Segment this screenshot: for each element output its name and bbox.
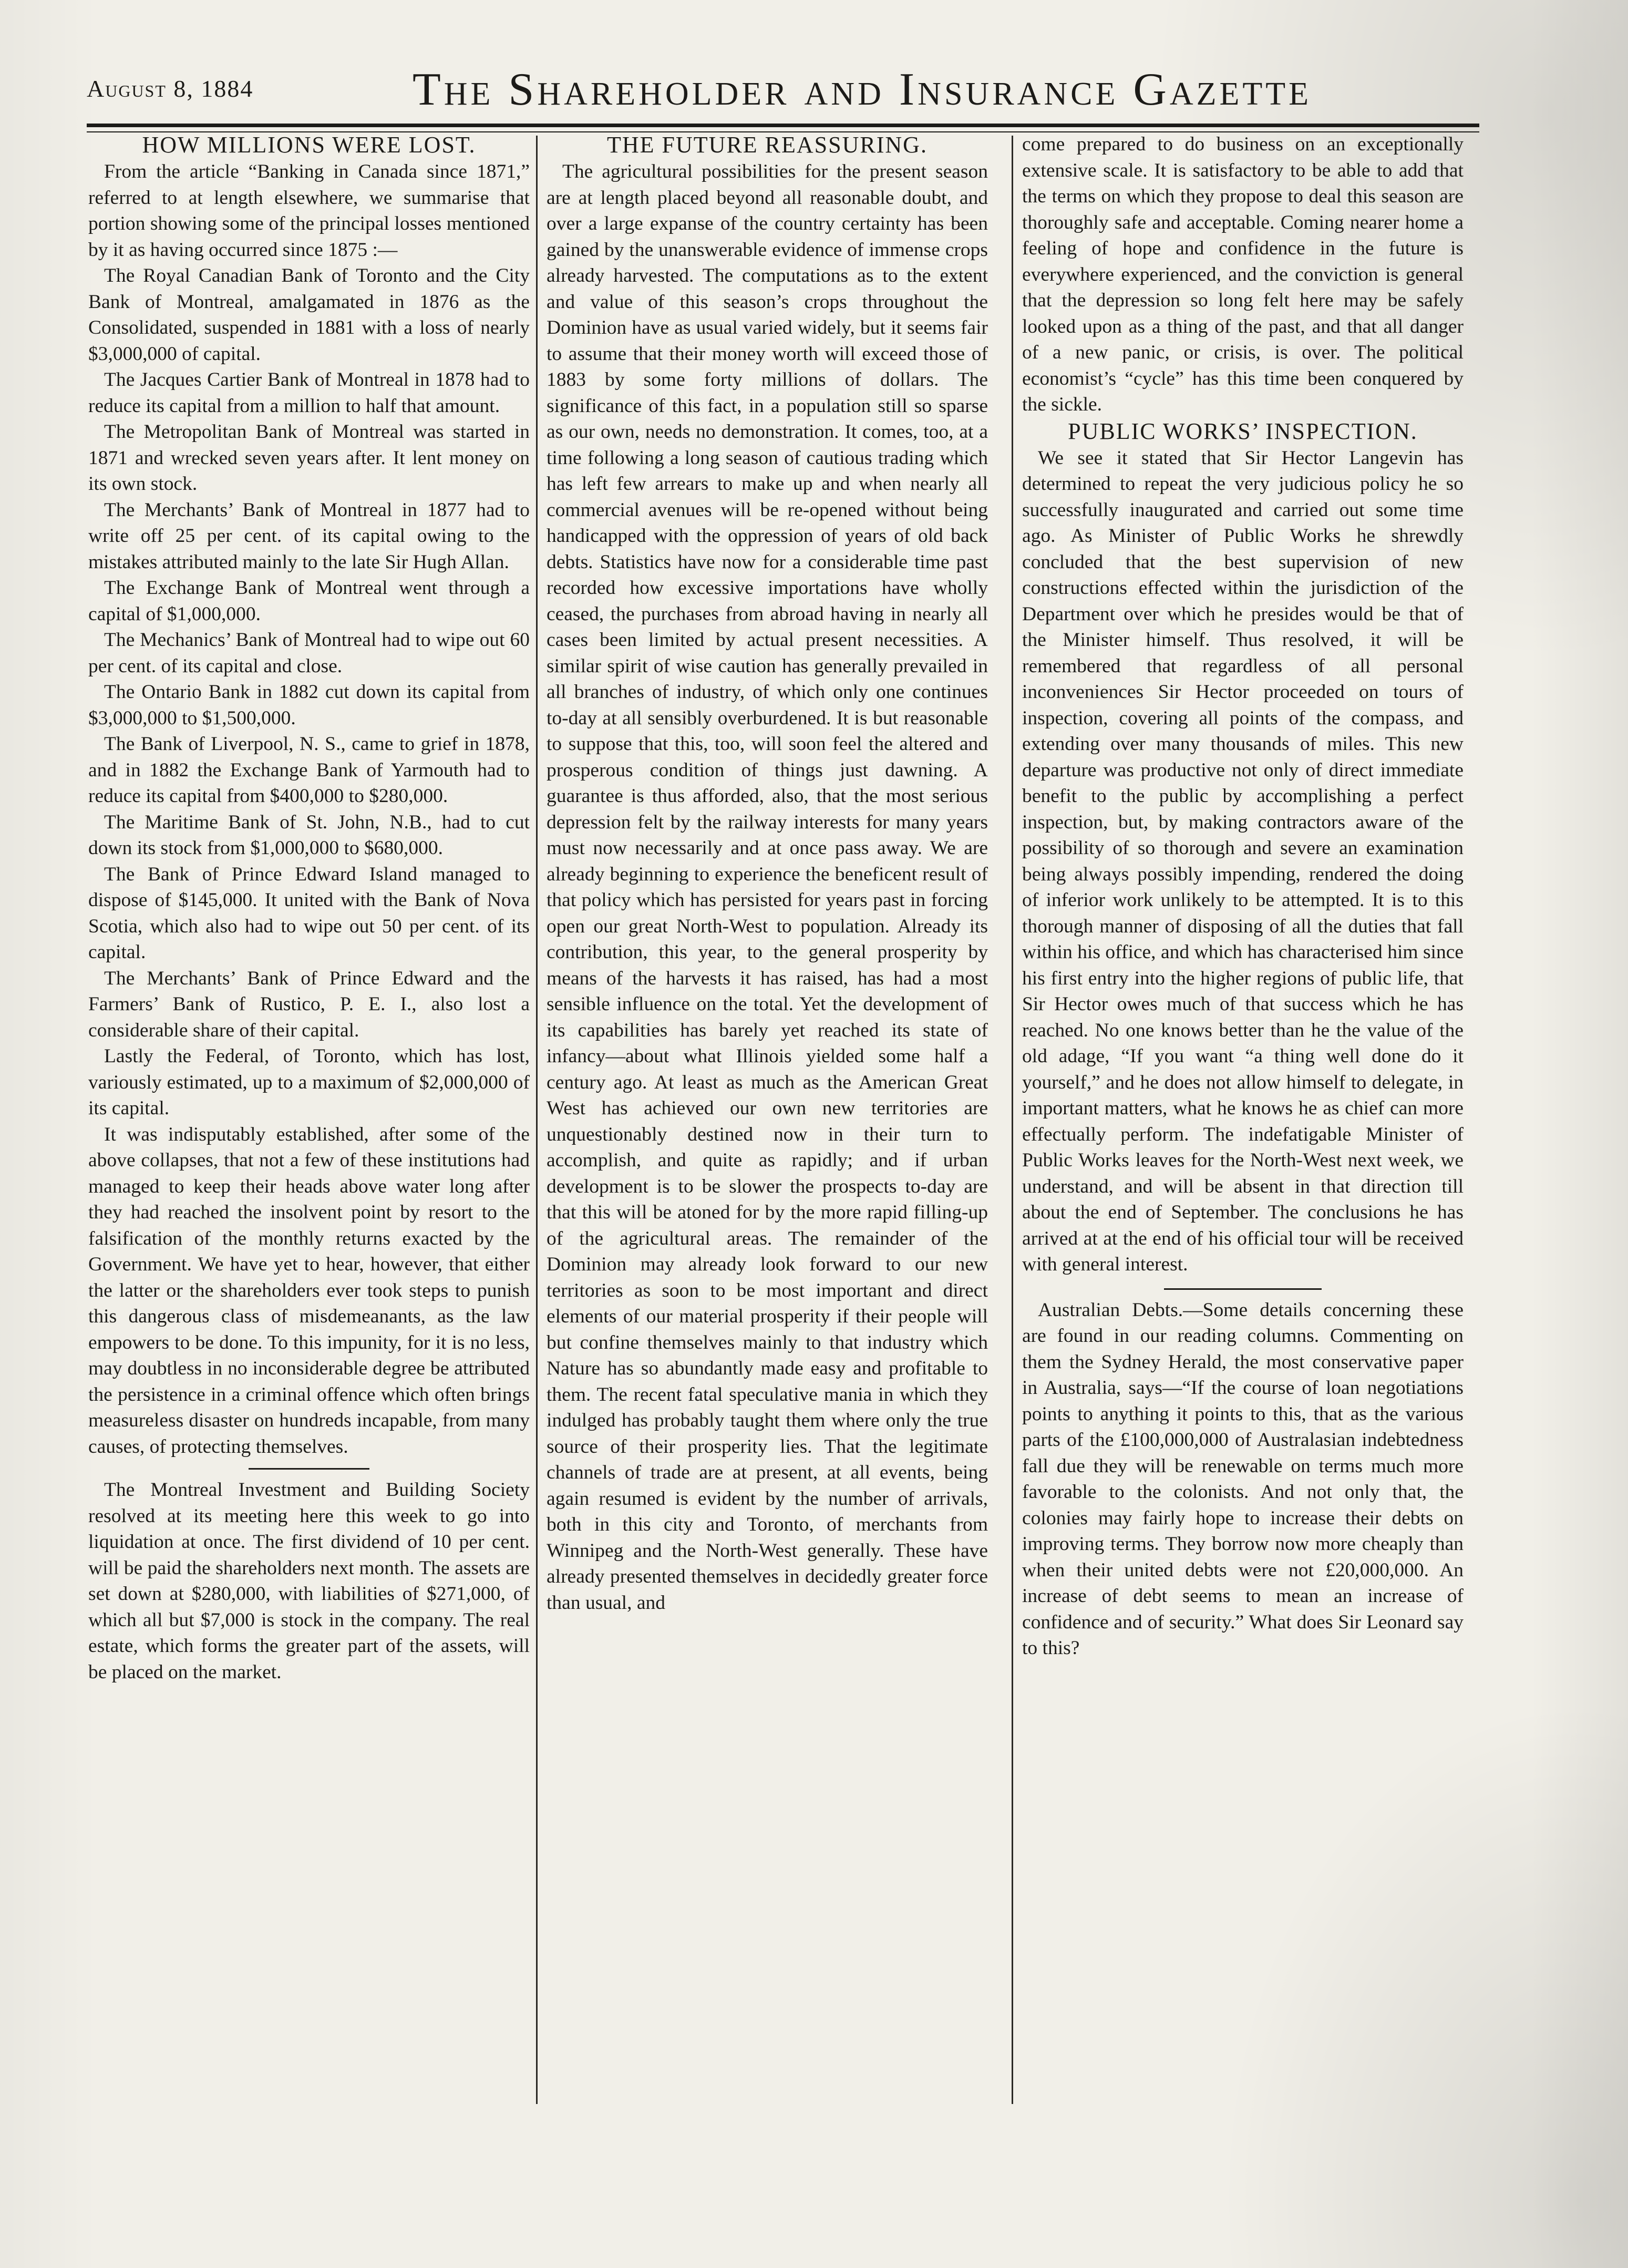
section-separator — [249, 1468, 369, 1470]
article-paragraph: The Bank of Prince Edward Island managed to dispose of $145,000. It united with the Bank of Nova Scotia, which also had to wipe out 50 per cent. of its capital. — [88, 863, 530, 963]
news-note: The Montreal Investment and Building Society resolved at its meeting here this week to go into liquidation at once. The first dividend of 10 per cent. will be paid the shareholders next month. The assets are set down at $280,000, with liabilities of $271,000, of which all but $7,000 is stock in the company. The real estate, which forms the greater part of the assets, will be placed on the market. — [88, 1479, 530, 1683]
column-2 — [547, 131, 988, 1616]
article-paragraph: The Jacques Cartier Bank of Montreal in 1878 had to reduce its capital from a million to half that amount. — [88, 369, 530, 417]
article-paragraph: The Royal Canadian Bank of Toronto and the City Bank of Montreal, amalgamated in 1876 as the Consolidated, suspended in 1881 with a loss of nearly $3,000,000 of capital. — [88, 265, 530, 365]
article-paragraph: We see it stated that Sir Hector Langevin has determined to repeat the very judicious policy he so successfully inaugurated and carried out some time ago. As Minister of Public Works he shrewdly concluded that the best supervision of new constructions effected within the jurisdiction of the Department over which he presides would be that of the Minister himself. Thus resolved, it will be remembered that regardless of all personal inconveniences Sir Hector proceeded on tours of inspection, covering all points of the compass, and extending over many thousands of miles. This new departure was productive not only of direct immediate benefit to the public by accomplishing a perfect inspection, but, by making contractors aware of the possibility of so thorough and severe an examination being always possibly impending, rendered the doing of inferior work unlikely to be attempted. It is to this thorough manner of disposing of all the duties that fall within his office, and which has characterised him since his first entry into the higher regions of public life, that Sir Hector owes much of that success which he has reached. No one knows better than he the value of the old adage, “If you want “a thing well done do it yourself,” and he does not allow himself to delegate, in important matters, what he knows he as chief can more effectually perform. The indefatigable Minister of Public Works leaves for the North-West next week, we understand, and will be absent in that direction till about the end of September. The conclusions he has arrived at at the end of his official tour will be received with general interest. — [1022, 447, 1464, 1275]
issue-date: August 8, 1884 — [87, 75, 254, 102]
column-rule — [536, 136, 538, 2104]
column-3 — [1022, 131, 1464, 1661]
article-paragraph: The Merchants’ Bank of Montreal in 1877 had to write off 25 per cent. of its capital owing to the mistakes attributed mainly to the late Sir Hugh Allan. — [88, 499, 530, 573]
section-separator — [1164, 1288, 1322, 1290]
column-rule — [1012, 136, 1013, 2104]
article-paragraph: Lastly the Federal, of Toronto, which has lost, variously estimated, up to a maximum of $2,000,000 of its capital. — [88, 1045, 530, 1119]
news-note: Australian Debts.—Some details concerning these are found in our reading columns. Commenting on them the Sydney Herald, the most conservative paper in Australia, says—“If the course of loan negotiations points to anything it points to this, that as the various parts of the £100,000,000 of Australasian indebtedness fall due they will be renewable on terms much more favorable to the colonists. And not only that, the colonies may fairly hope to increase their debts on improving terms. They borrow now more cheaply than when their united debts were not £20,000,000. An increase of debt seems to mean an increase of confidence and of security.” What does Sir Leonard say to this? — [1022, 1299, 1464, 1659]
article-continuation: come prepared to do business on an exceptionally extensive scale. It is satisfactory to be able to add that the terms on which they propose to deal this season are thoroughly safe and acceptable. Coming nearer home a feeling of hope and confidence in the future is everywhere experienced, and the conviction is general that the depression so long felt here may be safely looked upon as a thing of the past, and that all danger of a new panic, or crisis, is over. The political economist’s “cycle” has this time been conquered by the sickle. — [1022, 134, 1464, 415]
article-paragraph: The Exchange Bank of Montreal went through a capital of $1,000,000. — [88, 577, 530, 625]
article-paragraph: The Metropolitan Bank of Montreal was started in 1871 and wrecked seven years after. It lent money on its own stock. — [88, 421, 530, 495]
article-heading: HOW MILLIONS WERE LOST. — [142, 132, 476, 158]
masthead-rule — [87, 124, 1479, 127]
newspaper-title: The Shareholder and Insurance Gazette — [413, 64, 1312, 115]
article-paragraph: The Merchants’ Bank of Prince Edward and the Farmers’ Bank of Rustico, P. E. I., also lost a considerable share of their capital. — [88, 967, 530, 1041]
article-paragraph: The agricultural possibilities for the present season are at length placed beyond all reasonable doubt, and over a large expanse of the country certainty has been gained by the unanswerable evidence of immense crops already harvested. The computations as to the extent and value of this season’s crops throughout the Dominion have as usual varied widely, but it seems fair to assume that their money worth will exceed those of 1883 by some forty millions of dollars. The significance of this fact, in a population still so sparse as our own, needs no demonstration. It comes, too, at a time following a long season of cautious trading which has left few arrears to make up and when nearly all commercial avenues will be re-opened without being handicapped with the oppression of years of old back debts. Statistics have now for a considerable time past recorded how excessive importations have wholly ceased, the purchases from abroad having in nearly all cases been limited by actual present necessities. A similar spirit of wise caution has generally prevailed in all branches of industry, of which only one continues to-day at all sensibly overburdened. It is but reasonable to suppose that this, too, will soon feel the altered and prosperous condition of things just dawning. A guarantee is thus afforded, also, that the most serious depression felt by the railway interests for many years must now necessarily and at once pass away. We are already beginning to experience the beneficent result of that policy which has persisted for years past in forcing open our great North-West to population. Already its contribution, this year, to the general prosperity by means of the harvests it has raised, has had a most sensible influence on the total. Yet the development of its capabilities has barely yet reached its state of infancy—about what Illinois yielded some half a century ago. At least as much as the American Great West has achieved our own new territories are unquestionably destined now in their turn to accomplish, and quite as rapidly; and if urban development is to be slower the prospects to-day are that this will be atoned for by the more rapid filling-up of the agricultural areas. The remainder of the Dominion may already look forward to our new territories as soon to be most important and direct elements of our material prosperity if their people will but confine themselves mainly to that industry which Nature has so abundantly made easy and profitable to them. The recent fatal speculative mania in which they indulged has probably taught them where only the true source of their prosperity lies. That the legitimate channels of trade are at present, at all events, being again resumed is evident by the number of arrivals, both in this city and Toronto, of merchants from Winnipeg and the North-West generally. These have already presented themselves in decidedly greater force than usual, and — [547, 161, 988, 1614]
article-paragraph: From the article “Banking in Canada since 1871,” referred to at length elsewhere, we summarise that portion showing some of the principal losses mentioned by it as having occurred since 1875 :— — [88, 161, 530, 261]
article-paragraph: The Maritime Bank of St. John, N.B., had to cut down its stock from $1,000,000 to $680,000. — [88, 811, 530, 859]
column-1 — [88, 131, 530, 1685]
article-heading: PUBLIC WORKS’ INSPECTION. — [1068, 418, 1418, 444]
article-paragraph: The Bank of Liverpool, N. S., came to grief in 1878, and in 1882 the Exchange Bank of Yarmouth had to reduce its capital from $400,000 to $280,000. — [88, 733, 530, 807]
article-paragraph: The Ontario Bank in 1882 cut down its capital from $3,000,000 to $1,500,000. — [88, 681, 530, 729]
article-paragraph: The Mechanics’ Bank of Montreal had to wipe out 60 per cent. of its capital and close. — [88, 629, 530, 677]
article-paragraph: It was indisputably established, after some of the above collapses, that not a few of these institutions had managed to keep their heads above water long after they had reached the insolvent point by resort to the falsification of the monthly returns exacted by the Government. We have yet to hear, however, that either the latter or the shareholders ever took steps to punish this dangerous class of misdemeanants, as the law empowers to be done. To this impunity, for it is no less, may doubtless in no inconsiderable degree be attributed the persistence in a criminal offence which often brings measureless disaster on hundreds incapable, from many causes, of protecting themselves. — [88, 1123, 530, 1458]
masthead — [87, 63, 1474, 131]
article-heading: THE FUTURE REASSURING. — [607, 132, 928, 158]
